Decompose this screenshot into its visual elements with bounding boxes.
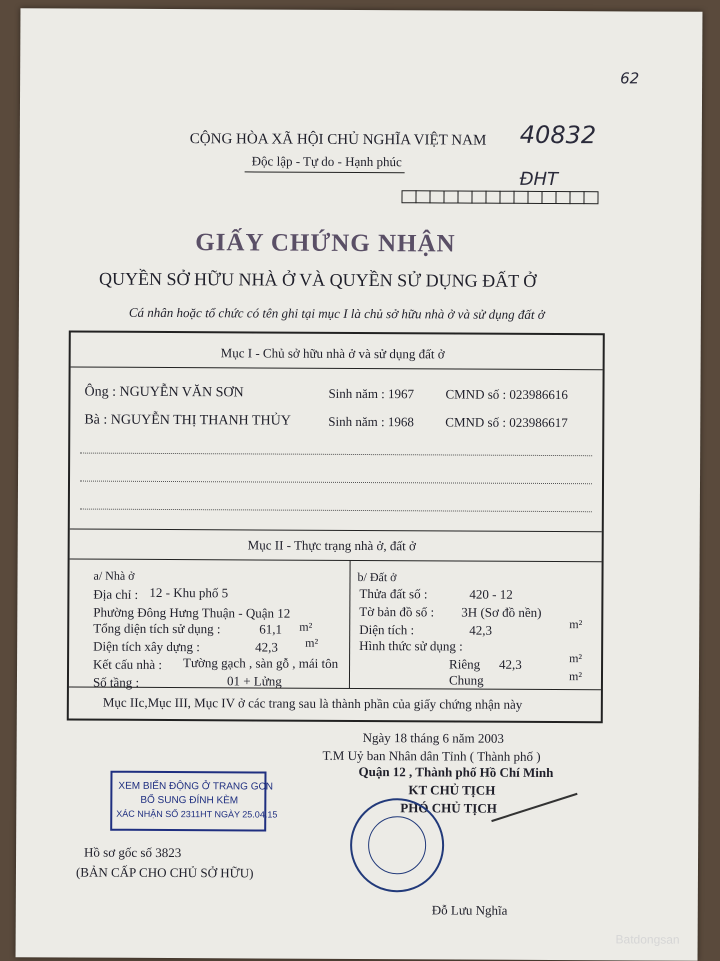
certificate-page: [16, 8, 703, 961]
seal-emblem-icon: [368, 816, 426, 874]
land-area-unit: m²: [569, 617, 583, 632]
house-address-value: 12 - Khu phố 5: [149, 584, 229, 601]
footer-note: Mục IIc,Mục III, Mục IV ở các trang sau là thành phần của giấy chứng nhận này: [102, 694, 523, 712]
owner-1-name: Ông : NGUYỄN VĂN SƠN: [84, 384, 244, 401]
structure-value: Tường gạch , sàn gỗ , mái tôn: [183, 655, 339, 671]
certificate-subtitle: QUYỀN SỞ HỮU NHÀ Ở VÀ QUYỀN SỬ DỤNG ĐẤT Ở: [99, 268, 537, 291]
issue-date: Ngày 18 tháng 6 năm 2003: [362, 730, 504, 746]
private-unit: m²: [569, 651, 583, 666]
floor-area-unit: m²: [299, 619, 313, 634]
column-divider: [349, 560, 351, 688]
map-value: 3H (Sơ đồ nền): [461, 604, 542, 620]
floors-label: Số tầng :: [92, 674, 140, 690]
page-number: 62: [620, 69, 640, 88]
build-area-label: Diện tích xây dựng :: [93, 638, 200, 655]
signer-title: PHÓ CHỦ TỊCH: [400, 800, 497, 816]
build-area-value: 42,3: [255, 639, 278, 655]
watermark: Batdongsan: [615, 932, 680, 947]
content-frame: [67, 330, 605, 723]
owner-2-birth: Sinh năm : 1968: [328, 413, 414, 430]
intro-text: Cá nhân hoặc tổ chức có tên ghi tại mục I là chủ sở hữu nhà ở và sử dụng đất ở: [128, 304, 545, 322]
change-stamp: XEM BIẾN ĐỘNG Ở TRANG GCN BỔ SUNG ĐÍNH KÈM XÁC NHẬN SỐ 2311HT NGÀY 25.04.15: [110, 771, 266, 832]
land-area-value: 42,3: [469, 622, 493, 638]
certificate-title: GIẤY CHỨNG NHẬN: [195, 229, 456, 258]
land-area-label: Diện tích :: [359, 622, 415, 638]
official-seal: [350, 798, 444, 892]
serial-boxes: [401, 190, 597, 204]
build-area-unit: m²: [305, 635, 319, 650]
shared-label: Chung: [448, 672, 484, 688]
parcel-label: Thửa đất số :: [359, 586, 428, 602]
record-number: Hồ sơ gốc số 3823: [84, 844, 182, 861]
owner-2-name: Bà : NGUYỄN THỊ THANH THỦY: [84, 412, 291, 429]
serial-handwritten: 40832: [519, 120, 597, 150]
house-address-label: Địa chỉ :: [93, 586, 139, 602]
floor-area-value: 61,1: [259, 621, 283, 637]
issuing-authority: T.M Uỷ ban Nhân dân Tỉnh ( Thành phố ): [322, 747, 541, 764]
section2-heading: Mục II - Thực trạng nhà ở, đất ở: [247, 537, 416, 554]
owner-2-id: CMND số : 023986617: [445, 414, 568, 431]
parcel-value: 420 - 12: [469, 586, 513, 602]
signer-name: Đỗ Lưu Nghĩa: [431, 902, 508, 918]
signature-scribble: [485, 774, 577, 822]
motto-underline: [245, 171, 405, 173]
owner-copy-note: (BẢN CẤP CHO CHỦ SỞ HỮU): [75, 864, 254, 881]
owner-1-id: CMND số : 023986616: [445, 386, 568, 403]
private-label: Riêng: [449, 656, 481, 672]
usage-label: Hình thức sử dụng :: [359, 638, 463, 654]
map-label: Tờ bản đồ số :: [359, 604, 435, 620]
section1-heading: Mục I - Chủ sở hữu nhà ở và sử dụng đất ở: [220, 345, 445, 362]
house-title: a/ Nhà ở: [93, 568, 135, 583]
shared-unit: m²: [568, 669, 582, 684]
floor-area-label: Tổng diện tích sử dụng :: [93, 620, 221, 637]
motto: Độc lập - Tự do - Hạnh phúc: [251, 153, 402, 170]
owner-1-birth: Sinh năm : 1967: [328, 385, 415, 402]
private-value: 42,3: [499, 656, 522, 672]
mark-handwritten: ĐHT: [519, 168, 559, 191]
country-name: CỘNG HÒA XÃ HỘI CHỦ NGHĨA VIỆT NAM: [189, 131, 487, 149]
signer-kt: KT CHỦ TỊCH: [408, 782, 496, 798]
structure-label: Kết cấu nhà :: [93, 656, 163, 672]
house-ward: Phường Đông Hưng Thuận - Quận 12: [93, 604, 291, 621]
floors-value: 01 + Lửng: [226, 673, 282, 689]
issuing-city: Quận 12 , Thành phố Hồ Chí Minh: [358, 764, 554, 781]
land-title: b/ Đất ở: [357, 569, 397, 585]
